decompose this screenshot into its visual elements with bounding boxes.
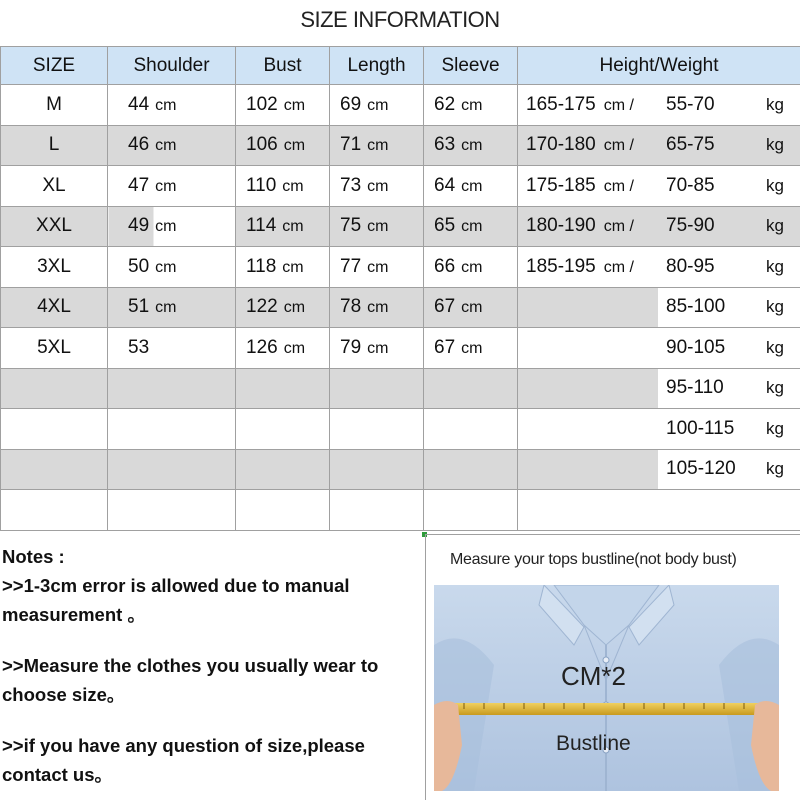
table-row <box>1 247 800 288</box>
table-row <box>1 368 800 409</box>
cell-height-weight <box>518 328 800 369</box>
weight-value: 105-120 kg <box>658 450 800 490</box>
unit-cm: cm <box>155 137 177 155</box>
cell-length: 71 cm <box>330 125 424 166</box>
unit-cm: cm <box>155 258 177 276</box>
cell-sleeve: 62 cm <box>424 85 518 126</box>
cell-sleeve: 63 cm <box>424 125 518 166</box>
cell-size: 3XL <box>1 247 108 288</box>
cell-length: 77 cm <box>330 247 424 288</box>
cell-shoulder <box>108 368 236 409</box>
cell-length <box>330 449 424 490</box>
cell-sleeve: 67 cm <box>424 287 518 328</box>
table-body <box>1 85 800 531</box>
height-value: 165-175 cm / <box>526 93 634 115</box>
unit-cm: cm <box>155 96 177 114</box>
table-header-row <box>1 47 800 85</box>
cell-shoulder: 49 cm <box>108 206 236 247</box>
cell-shoulder <box>108 449 236 490</box>
cell-shoulder: 51 cm <box>108 287 236 328</box>
weight-value: 55-70 kg <box>666 93 784 115</box>
cell-length: 69 cm <box>330 85 424 126</box>
height-value: 170-180 cm / <box>526 134 634 156</box>
unit-cm: cm <box>282 218 304 236</box>
table-row <box>1 206 800 247</box>
cell-sleeve: 67 cm <box>424 328 518 369</box>
cell-size: 5XL <box>1 328 108 369</box>
cell-size <box>1 449 108 490</box>
cell-sleeve: 64 cm <box>424 166 518 207</box>
cell-sleeve <box>424 449 518 490</box>
cell-shoulder: 50 cm <box>108 247 236 288</box>
unit-cm: cm <box>282 258 304 276</box>
cell-height-weight <box>518 409 800 450</box>
height-value: 180-190 cm / <box>526 215 634 237</box>
cell-size <box>1 409 108 450</box>
cell-shoulder: 44 cm <box>108 85 236 126</box>
unit-cm: cm <box>283 339 306 357</box>
cell-sleeve: 66 cm <box>424 247 518 288</box>
shirt-photo <box>434 585 779 791</box>
note-item: >>if you have any question of size,please contact us。 <box>2 735 365 785</box>
cell-length: 79 cm <box>330 328 424 369</box>
cell-size: XXL <box>1 206 108 247</box>
cell-shoulder: 46 cm <box>108 125 236 166</box>
cell-height-weight <box>518 368 800 409</box>
cell-size: M <box>1 85 108 126</box>
weight-value: 80-95 kg <box>666 255 784 277</box>
cell-sleeve <box>424 409 518 450</box>
unit-cm: cm <box>155 299 177 317</box>
cell-bust: 118 cm <box>236 247 330 288</box>
weight-value: 100-115 kg <box>658 409 800 449</box>
cell-size: XL <box>1 166 108 207</box>
measure-caption: Measure your tops bustline(not body bust) <box>450 551 737 568</box>
cell-size: L <box>1 125 108 166</box>
page-title: SIZE INFORMATION <box>300 7 500 32</box>
cell-height-weight <box>518 206 800 247</box>
cell-height-weight <box>518 166 800 207</box>
cell-shoulder <box>108 409 236 450</box>
cell-bust: 102 cm <box>236 85 330 126</box>
unit-cm: cm <box>283 137 306 155</box>
cell-bust <box>236 490 330 531</box>
note-item: >>1-3cm error is allowed due to manual measurement 。 <box>2 575 350 625</box>
cell-length <box>330 490 424 531</box>
cell-bust: 106 cm <box>236 125 330 166</box>
weight-value: 85-100 kg <box>658 288 800 328</box>
header-size: SIZE <box>1 47 108 85</box>
weight-value: 90-105 kg <box>658 328 800 368</box>
cell-bust <box>236 449 330 490</box>
header-bust: Bust <box>236 47 330 85</box>
header-height-weight: Height/Weight <box>518 47 800 85</box>
cell-bust: 122 cm <box>236 287 330 328</box>
cell-bust: 110 cm <box>236 166 330 207</box>
height-value: 175-185 cm / <box>526 174 634 196</box>
unit-cm: cm <box>282 177 304 195</box>
table-row <box>1 166 800 207</box>
cell-shoulder: 53 <box>108 328 236 369</box>
cell-shoulder: 47 cm <box>108 166 236 207</box>
size-table <box>0 46 800 531</box>
table-row <box>1 287 800 328</box>
cell-size <box>1 368 108 409</box>
cell-height-weight <box>518 125 800 166</box>
weight-value: 70-85 kg <box>666 174 784 196</box>
note-item: >>Measure the clothes you usually wear to choose size。 <box>2 655 379 705</box>
table-row <box>1 85 800 126</box>
weight-value: 95-110 kg <box>658 369 800 409</box>
weight-value: 75-90 kg <box>666 215 784 237</box>
cell-shoulder <box>108 490 236 531</box>
weight-value <box>658 490 800 530</box>
cell-sleeve: 65 cm <box>424 206 518 247</box>
table-row <box>1 125 800 166</box>
table-row <box>1 490 800 531</box>
unit-cm: cm <box>155 218 177 236</box>
cell-bust: 114 cm <box>236 206 330 247</box>
measuring-tape-icon <box>452 703 764 715</box>
bustline-label: Bustline <box>556 732 631 755</box>
cell-height-weight <box>518 287 800 328</box>
cell-height-weight <box>518 85 800 126</box>
cell-length: 75 cm <box>330 206 424 247</box>
cell-height-weight <box>518 490 800 531</box>
notes-heading: Notes : <box>2 546 65 567</box>
table-row <box>1 328 800 369</box>
cell-sleeve <box>424 368 518 409</box>
table-row <box>1 449 800 490</box>
cell-length <box>330 368 424 409</box>
cell-bust <box>236 409 330 450</box>
cell-size: 4XL <box>1 287 108 328</box>
cell-bust: 126 cm <box>236 328 330 369</box>
measure-panel <box>425 534 800 800</box>
unit-cm: cm <box>283 299 306 317</box>
unit-cm: cm <box>155 177 177 195</box>
cell-size <box>1 490 108 531</box>
notes-section <box>2 542 412 789</box>
header-length: Length <box>330 47 424 85</box>
cell-length: 73 cm <box>330 166 424 207</box>
height-value: 185-195 cm / <box>526 255 634 277</box>
header-shoulder: Shoulder <box>108 47 236 85</box>
cell-height-weight <box>518 449 800 490</box>
table-row <box>1 409 800 450</box>
cell-height-weight <box>518 247 800 288</box>
cell-bust <box>236 368 330 409</box>
cell-sleeve <box>424 490 518 531</box>
cm-label: CM*2 <box>561 661 627 691</box>
cell-length: 78 cm <box>330 287 424 328</box>
weight-value: 65-75 kg <box>666 134 784 156</box>
unit-cm: cm <box>283 96 306 114</box>
header-sleeve: Sleeve <box>424 47 518 85</box>
cell-length <box>330 409 424 450</box>
